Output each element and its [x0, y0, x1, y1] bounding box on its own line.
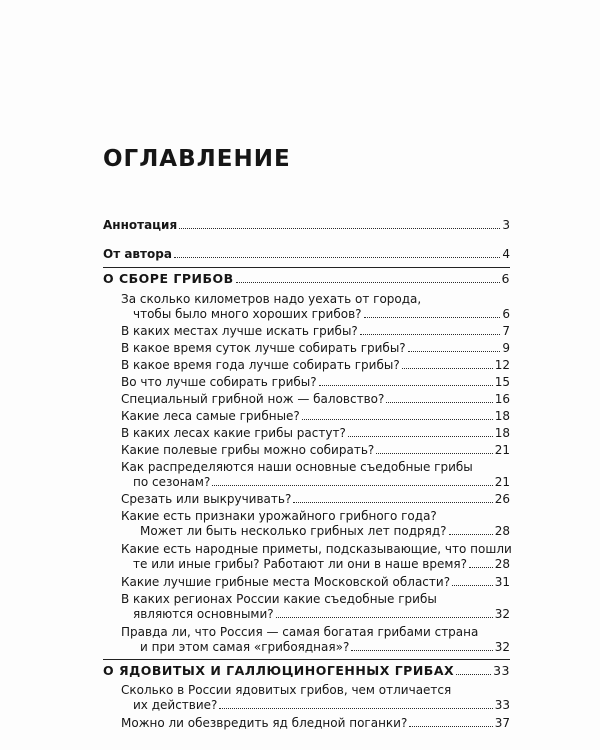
toc-page-number: 28 — [494, 557, 510, 571]
toc-page-number: 33 — [493, 663, 510, 678]
toc-entry-label: От автора — [103, 247, 172, 261]
toc-entry-q11[interactable] — [121, 492, 510, 506]
toc-entry-label: и при этом самая «грибоядная»? — [140, 640, 350, 654]
leader-dots — [452, 585, 493, 586]
toc-entry-q18[interactable] — [121, 716, 510, 730]
toc-section-mushroom-picking[interactable] — [103, 272, 510, 286]
leader-dots — [348, 436, 493, 437]
toc-page-number: 4 — [502, 247, 510, 261]
toc-entry-q2[interactable] — [121, 324, 510, 338]
toc-page-number: 6 — [501, 271, 510, 286]
toc-entry-q15[interactable] — [133, 607, 510, 621]
toc-entry-label: те или иные грибы? Работают ли они в наше время? — [133, 557, 468, 571]
toc-entry-label: Во что лучше собирать грибы? — [121, 375, 317, 389]
toc-entry-q8[interactable] — [121, 426, 510, 440]
toc-page-number: 18 — [494, 409, 510, 423]
toc-entry-q6[interactable] — [121, 392, 510, 406]
page-title: ОГЛАВЛЕНИЕ — [103, 146, 291, 172]
leader-dots — [376, 453, 492, 454]
leader-dots — [351, 650, 492, 651]
toc-page-number: 3 — [502, 218, 510, 232]
toc-page-number: 21 — [494, 443, 510, 457]
toc-entry-label: по сезонам? — [133, 475, 211, 489]
leader-dots — [212, 485, 492, 486]
leader-dots — [319, 385, 493, 386]
toc-page-number: 31 — [494, 575, 510, 589]
leader-dots — [408, 351, 501, 352]
toc-page-number: 32 — [494, 640, 510, 654]
toc-entry-label: Можно ли обезвредить яд бледной поганки? — [121, 716, 408, 730]
toc-entry-label: Аннотация — [103, 218, 178, 232]
toc-entry-q10-line1[interactable]: Как распределяются наши основные съедобные грибы — [121, 460, 473, 474]
toc-entry-q14[interactable] — [121, 575, 510, 589]
leader-dots — [293, 502, 492, 503]
toc-section-poisonous-mushrooms[interactable] — [103, 664, 510, 678]
toc-entry-q4[interactable] — [121, 358, 510, 372]
leader-dots — [456, 674, 491, 675]
toc-entry-q16[interactable] — [140, 640, 510, 654]
toc-entry-q12[interactable] — [140, 524, 510, 538]
toc-entry-q10[interactable] — [133, 475, 510, 489]
toc-entry-q9[interactable] — [121, 443, 510, 457]
toc-entry-annotation[interactable] — [103, 218, 510, 232]
toc-entry-label: являются основными? — [133, 607, 274, 621]
toc-entry-q15-line1[interactable]: В каких регионах России какие съедобные грибы — [121, 592, 437, 606]
toc-entry-label: В каких местах лучше искать грибы? — [121, 324, 358, 338]
toc-entry-from-author[interactable] — [103, 247, 510, 261]
leader-dots — [402, 368, 493, 369]
toc-entry-q13[interactable] — [133, 557, 510, 571]
toc-entry-label: В какое время года лучше собирать грибы? — [121, 358, 400, 372]
toc-page-number: 28 — [494, 524, 510, 538]
leader-dots — [386, 402, 492, 403]
toc-page-number: 12 — [494, 358, 510, 372]
toc-entry-label: В какое время суток лучше собирать грибы? — [121, 341, 406, 355]
toc-page-number: 6 — [502, 307, 510, 321]
toc-entry-label: их действие? — [133, 698, 218, 712]
leader-dots — [179, 228, 500, 229]
toc-entry-q3[interactable] — [121, 341, 510, 355]
toc-entry-q16-line1[interactable]: Правда ли, что Россия — самая богатая грибами страна — [121, 625, 479, 639]
leader-dots — [174, 257, 500, 258]
leader-dots — [219, 708, 492, 709]
section-divider — [103, 659, 510, 660]
toc-entry-label: Какие лучшие грибные места Московской области? — [121, 575, 451, 589]
toc-entry-q1[interactable] — [133, 307, 510, 321]
toc-entry-label: Какие леса самые грибные? — [121, 409, 300, 423]
toc-entry-q7[interactable] — [121, 409, 510, 423]
toc-page-number: 9 — [502, 341, 510, 355]
toc-entry-label: Специальный грибной нож — баловство? — [121, 392, 385, 406]
toc-entry-q12-line1[interactable]: Какие есть признаки урожайного грибного года? — [121, 509, 437, 523]
toc-page-number: 33 — [494, 698, 510, 712]
toc-entry-label: Срезать или выкручивать? — [121, 492, 292, 506]
toc-entry-q17-line1[interactable]: Сколько в России ядовитых грибов, чем отличается — [121, 683, 452, 697]
toc-entry-q13-line1[interactable]: Какие есть народные приметы, подсказывающие, что пошли — [121, 542, 512, 556]
leader-dots — [360, 334, 501, 335]
toc-section-label: О СБОРЕ ГРИБОВ — [103, 271, 234, 286]
toc-entry-q17[interactable] — [133, 698, 510, 712]
toc-page-number: 16 — [494, 392, 510, 406]
section-divider — [103, 267, 510, 268]
toc-page-number: 21 — [494, 475, 510, 489]
toc-page-number: 32 — [494, 607, 510, 621]
toc-section-label: О ЯДОВИТЫХ И ГАЛЛЮЦИНОГЕННЫХ ГРИБАХ — [103, 663, 455, 678]
toc-page-number: 15 — [494, 375, 510, 389]
toc-entry-label: чтобы было много хороших грибов? — [133, 307, 362, 321]
toc-entry-label: Может ли быть несколько грибных лет подряд? — [140, 524, 447, 538]
toc-page-number: 7 — [502, 324, 510, 338]
leader-dots — [469, 567, 493, 568]
leader-dots — [302, 419, 493, 420]
toc-entry-q5[interactable] — [121, 375, 510, 389]
leader-dots — [409, 726, 492, 727]
toc-page-number: 26 — [494, 492, 510, 506]
toc-entry-label: Какие полевые грибы можно собирать? — [121, 443, 375, 457]
leader-dots — [236, 282, 500, 283]
leader-dots — [449, 534, 493, 535]
toc-entry-label: В каких лесах какие грибы растут? — [121, 426, 346, 440]
leader-dots — [364, 317, 501, 318]
toc-page-number: 37 — [494, 716, 510, 730]
toc-entry-q1-line1[interactable]: За сколько километров надо уехать от города, — [121, 292, 422, 306]
toc-page-number: 18 — [494, 426, 510, 440]
leader-dots — [276, 617, 493, 618]
